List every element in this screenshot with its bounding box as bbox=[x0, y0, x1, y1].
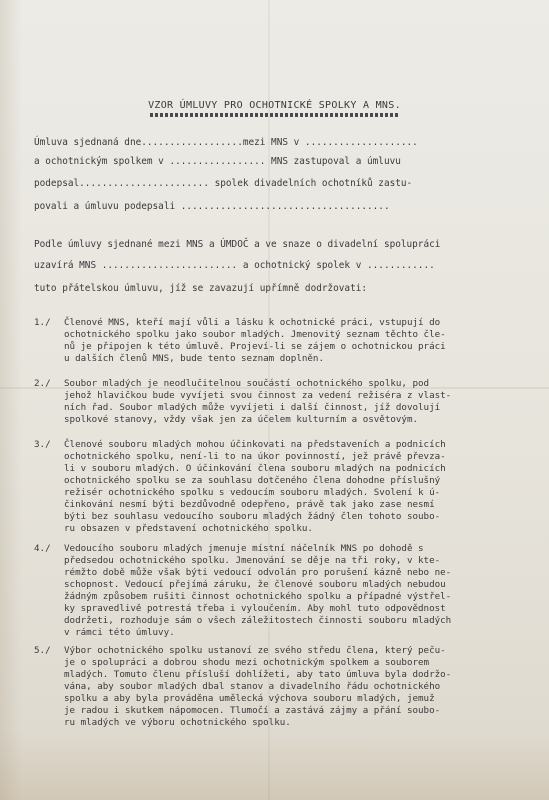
paragraph-line: býti bez souhlasu vedoucího souboru mladých žádný člen tohoto soubo- bbox=[64, 511, 441, 522]
title-underline bbox=[150, 113, 400, 117]
paragraph-line: Soubor mladých je neodlučitelnou součástí ochotnického spolku, pod bbox=[64, 378, 430, 389]
paragraph-line: ochotnického spolku se za souhlasu dotčeného člena dohodne příslušný bbox=[64, 475, 441, 486]
header-line: povali a úmluvu podepsali ..................................... bbox=[34, 201, 390, 212]
paragraph-line: rémžto době může však býti vedoucí odvolán pro porušení kázně nebo ne- bbox=[64, 567, 452, 578]
paragraph-line: činkování nesmí býti bezdůvodně odepřeno, právě tak jako zase nesmí bbox=[64, 499, 435, 510]
paragraph-line: mladých. Tomuto členu přísluší dohlížeti, aby tato úmluva byla dodržo- bbox=[64, 669, 452, 680]
paragraph-line: spolku a aby byla prováděna umělecká výchova souboru mladých, jemuž bbox=[64, 693, 435, 704]
paragraph-line: Členové souboru mladých mohou účinkovati na představeních a podnicích bbox=[64, 439, 446, 450]
paragraph-line: ochotnického spolku jako soubor mladých. Jmenovitý seznam těchto čle- bbox=[64, 329, 446, 340]
paragraph-line: li v souboru mladých. O účinkování člena souboru mladých na podnicích bbox=[64, 463, 446, 474]
paragraph-line: ru mladých ve výboru ochotnického spolku. bbox=[64, 717, 291, 728]
paragraph-line: Vedoucího souboru mladých jmenuje místní náčelník MNS po dohodě s bbox=[64, 543, 424, 554]
header-line: Úmluva sjednaná dne..................mezi MNS v .................... bbox=[34, 137, 418, 148]
header-line: tuto přátelskou úmluvu, jíž se zavazují upřímně dodržovati: bbox=[34, 283, 368, 294]
paragraph-line: schopnost. Vedoucí přejímá záruku, že členové souboru mladých nebudou bbox=[64, 579, 446, 590]
paragraph-number: 4./ bbox=[34, 543, 51, 554]
header-line: Podle úmluvy sjednané mezi MNS a ÚMDOČ a ve snaze o divadelní spolupráci bbox=[34, 239, 441, 250]
paragraph-number: 5./ bbox=[34, 645, 51, 656]
header-line: uzavírá MNS ........................ a ochotnický spolek v ............ bbox=[34, 260, 435, 271]
paragraph-line: režisér ochotnického spolku s vedoucím souboru mladých. Svolení k ú- bbox=[64, 487, 441, 498]
paragraph-number: 1./ bbox=[34, 317, 51, 328]
paragraph-line: ky spravedlivě potrestá třeba i vyloučením. Aby mohl tuto odpovědnost bbox=[64, 603, 446, 614]
paragraph-line: v rámci této úmluvy. bbox=[64, 627, 175, 638]
paragraph-line: vána, aby soubor mladých dbal stanov a divadelního řádu ochotnického bbox=[64, 681, 441, 692]
header-line: a ochotnickým spolkem v ................. MNS zastupoval a úmluvu bbox=[34, 156, 401, 167]
paragraph-line: Členové MNS, kteří mají vůli a lásku k ochotnické práci, vstupují do bbox=[64, 317, 441, 328]
paragraph-line: ochotnického spolku, není-li to na úkor povinností, jež právě převza- bbox=[64, 451, 446, 462]
header-line: podepsal....................... spolek divadelních ochotníků zastu- bbox=[34, 178, 413, 189]
paragraph-line: je radou i skutkem nápomocen. Tlumočí a zastává zájmy a přání soubo- bbox=[64, 705, 441, 716]
paragraph-line: předsedou ochotnického spolku. Jmenování se děje na tři roky, v kte- bbox=[64, 555, 441, 566]
paragraph-line: spolkové stanovy, vždy však jen za účelem kulturním a osvětovým. bbox=[64, 414, 419, 425]
paragraph-line: Výbor ochotnického spolku ustanoví ze svého středu člena, který peču- bbox=[64, 645, 446, 656]
paragraph-line: u dalších členů MNS, bude tento seznam doplněn. bbox=[64, 353, 324, 364]
paragraph-line: ních řad. Soubor mladých může vyvíjeti i další činnost, jíž dovolují bbox=[64, 402, 441, 413]
paragraph-line: ru obsazen v představení ochotnického spolku. bbox=[64, 523, 313, 534]
paragraph-number: 3./ bbox=[34, 439, 51, 450]
paragraph-line: dodržeti, rozhoduje sám o všech záležitostech činnosti souboru mladých bbox=[64, 615, 452, 626]
paper-stain bbox=[0, 730, 549, 800]
paragraph-line: jehož hlavičkou bude vyvíjeti svou činnost za vedení režiséra z vlast- bbox=[64, 390, 452, 401]
paragraph-line: žádným způsobem rušiti činnost ochotnického spolku a případné výstřel- bbox=[64, 591, 452, 602]
paragraph-line: je o spolupráci a dobrou shodu mezi ochotnickým spolkem a souborem bbox=[64, 657, 430, 668]
paper-stain bbox=[0, 0, 22, 800]
document-title: VZOR ÚMLUVY PRO OCHOTNICKÉ SPOLKY A MNS. bbox=[148, 100, 401, 111]
paragraph-number: 2./ bbox=[34, 378, 51, 389]
paragraph-line: nů je připojen k této úmluvě. Projeví-li se zájem o ochotnickou práci bbox=[64, 341, 446, 352]
